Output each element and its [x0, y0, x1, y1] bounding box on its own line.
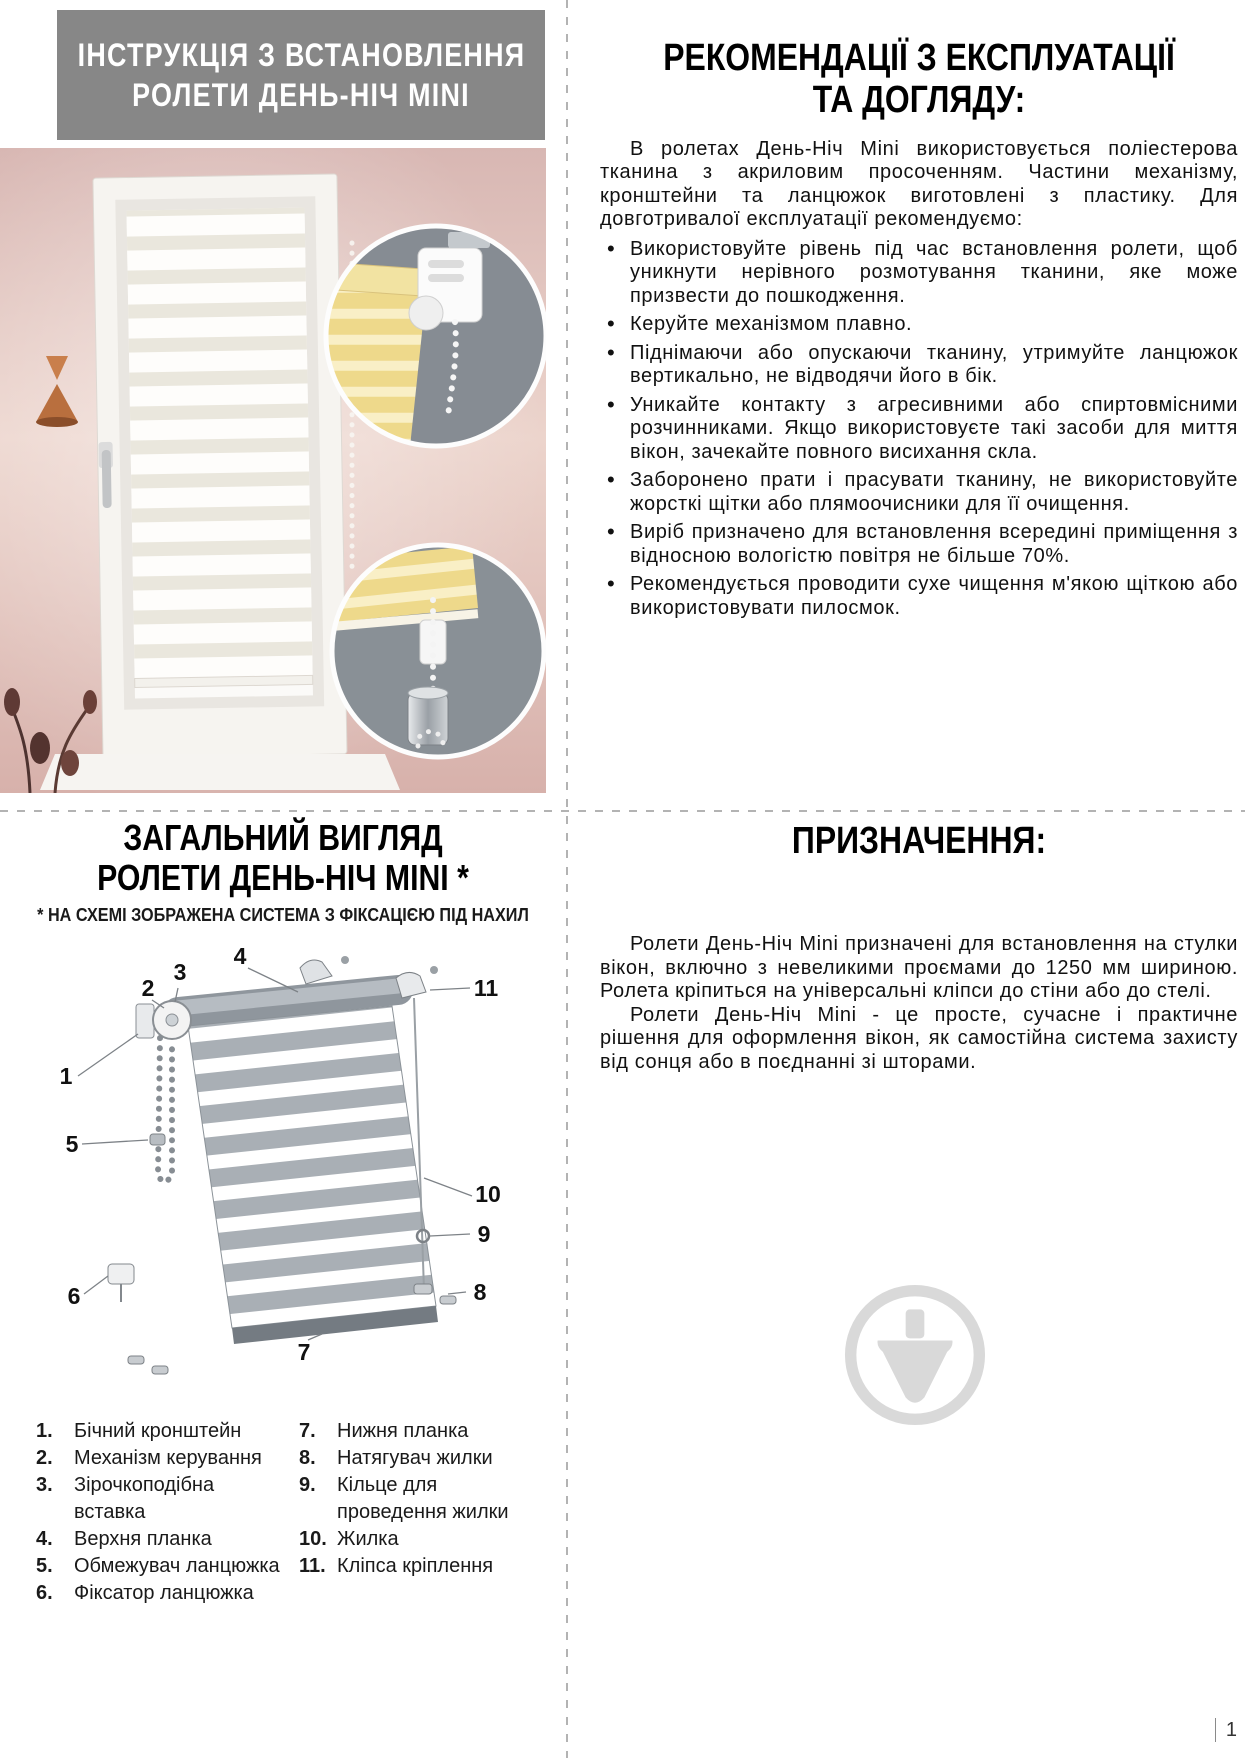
diagram-fabric [188, 1006, 436, 1328]
window-photo [0, 148, 546, 793]
diagram-callout-4: 4 [233, 942, 247, 969]
diagram-callout-7: 7 [297, 1338, 311, 1365]
overview-title-line1: ЗАГАЛЬНИЙ ВИГЛЯД [123, 817, 443, 858]
legend-num: 8. [299, 1446, 316, 1469]
legend-item [299, 1526, 548, 1553]
legend-num: 3. [36, 1473, 53, 1496]
horizontal-dashed-divider [0, 810, 1245, 812]
legend-item [36, 1472, 285, 1526]
diagram-chain [158, 1038, 172, 1182]
legend-column-left [36, 1418, 285, 1607]
legend-num: 6. [36, 1581, 53, 1604]
overview-title [0, 818, 566, 899]
diagram-chain-limiter [150, 1134, 165, 1145]
page-number: 1 [1215, 1718, 1237, 1742]
purpose-title [600, 820, 1238, 863]
diagram-side-bracket [136, 1004, 154, 1038]
install-title-line1: ІНСТРУКЦІЯ З ВСТАНОВЛЕННЯ [77, 37, 525, 73]
legend-item [36, 1553, 285, 1580]
recommendations-intro: В ролетах День-Ніч Mini використовується поліестерова тканина з акриловим просоченням. Частини механізму, кронштейни та ланцюжок виготовлені з пластику. Для довготривалої експлуатації рекомендуємо: [600, 137, 1238, 231]
recommendation-item: • Рекомендується проводити сухе чищення м'якою щіткою або використовувати пилосмок. [600, 573, 1238, 620]
legend-item [36, 1580, 285, 1607]
recommendation-item: • Заборонено прати і прасувати тканину, не використовуйте жорсткі щітки або плямоочисники для її очищення. [600, 469, 1238, 516]
diagram-roller [178, 986, 398, 1012]
legend-label: Кліпса кріплення [337, 1554, 494, 1577]
purpose-paragraph: Ролети День-Ніч Mini - це просте, сучасне і практичне рішення для оформлення вікон, як самостійна система захисту від сонця або в поєднанні зі шторами. [600, 1003, 1238, 1073]
diagram-legend [0, 1418, 566, 1607]
legend-num: 11. [299, 1554, 326, 1577]
legend-label: Верхня планка [74, 1527, 212, 1550]
legend-label: Кільце для проведення жилки [337, 1473, 509, 1523]
install-title-banner [57, 10, 545, 140]
overview-title-line2: РОЛЕТИ ДЕНЬ-НІЧ MINI * [97, 857, 469, 899]
vertical-dashed-divider [566, 0, 568, 1758]
recommendation-item: • Використовуйте рівень під час встановлення ролети, щоб уникнути нерівного розмотування тканини, яке може призвести до пошкодження. [600, 238, 1238, 309]
diagram-star-insert [166, 1014, 178, 1026]
section-purpose [600, 820, 1238, 1074]
recommendations-title [600, 38, 1238, 122]
legend-item [36, 1526, 285, 1553]
blind-diagram [0, 934, 566, 1416]
legend-label: Натягувач жилки [337, 1446, 493, 1469]
day-night-blind-fabric [126, 207, 312, 678]
recommendation-item: • Виріб призначено для встановлення всередині приміщення з відносною вологістю повітря не більше 70%. [600, 521, 1238, 568]
diagram-callout-2: 2 [141, 974, 155, 1001]
recommendation-item: • Піднімаючи або опускаючи тканину, утримуйте ланцюжок вертикально, не відводячи його в бік. [600, 342, 1238, 389]
recommendations-title-line2: ТА ДОГЛЯДУ: [812, 78, 1026, 121]
diagram-callout-6: 6 [67, 1282, 81, 1309]
legend-num: 7. [299, 1419, 316, 1442]
diagram-callout-11: 11 [473, 974, 499, 1001]
diagram-callout-3: 3 [173, 958, 187, 985]
legend-item [299, 1472, 548, 1526]
legend-item [299, 1445, 548, 1472]
section-recommendations [600, 38, 1238, 625]
diagram-callout-5: 5 [65, 1130, 79, 1157]
window-frame [93, 174, 347, 758]
windowsill [40, 754, 400, 790]
recommendation-item: • Керуйте механізмом плавно. [600, 313, 1238, 337]
overview-subtitle: * НА СХЕМІ ЗОБРАЖЕНА СИСТЕМА З ФІКСАЦІЄЮ ПІД НАХИЛ [37, 904, 529, 925]
diagram-callout-8: 8 [473, 1278, 487, 1305]
recommendations-list [600, 238, 1238, 621]
legend-item [299, 1553, 548, 1580]
inset-circle-bottom [330, 545, 544, 757]
legend-item [36, 1445, 285, 1472]
legend-label: Бічний кронштейн [74, 1419, 242, 1442]
section-overview [0, 818, 566, 1607]
diagram-callout-1: 1 [59, 1062, 73, 1089]
legend-label: Механізм керування [74, 1446, 262, 1469]
legend-label: Жилка [337, 1527, 399, 1550]
purpose-paragraph: Ролети День-Ніч Mini призначені для встановлення на стулки вікон, включно з невеликими проємами до 1250 мм шириною. Ролета кріпиться на універсальні кліпси до стіни або до стелі. [600, 933, 1238, 1002]
diagram-callout-9: 9 [477, 1220, 491, 1247]
brand-watermark-icon [832, 1272, 998, 1438]
legend-label: Нижня планка [337, 1419, 469, 1442]
legend-num: 1. [36, 1419, 53, 1442]
legend-label: Зірочкоподібна вставка [74, 1473, 215, 1523]
legend-item [36, 1418, 285, 1445]
recommendation-item: • Уникайте контакту з агресивними або спиртовмісними розчинниками. Якщо використовуєте такі засоби для миття вікон, зачекайте повного висихання скла. [600, 394, 1238, 465]
diagram-callout-10: 10 [475, 1180, 501, 1207]
legend-num: 10. [299, 1527, 327, 1550]
diagram-chain-fixator [108, 1264, 168, 1374]
legend-num: 9. [299, 1473, 316, 1496]
purpose-body [600, 933, 1238, 1074]
install-title-line2: РОЛЕТИ ДЕНЬ-НІЧ MINI [132, 77, 470, 113]
legend-label: Фіксатор ланцюжка [74, 1581, 254, 1604]
purpose-title-text: ПРИЗНАЧЕННЯ: [791, 820, 1047, 862]
legend-num: 4. [36, 1527, 53, 1550]
legend-column-right [299, 1418, 548, 1607]
legend-item [299, 1418, 548, 1445]
window-photo-illustration [0, 148, 546, 793]
legend-label: Обмежувач ланцюжка [74, 1554, 280, 1577]
recommendations-title-line1: РЕКОМЕНДАЦІЇ З ЕКСПЛУАТАЦІЇ [663, 37, 1175, 79]
legend-num: 5. [36, 1554, 53, 1577]
legend-num: 2. [36, 1446, 53, 1469]
